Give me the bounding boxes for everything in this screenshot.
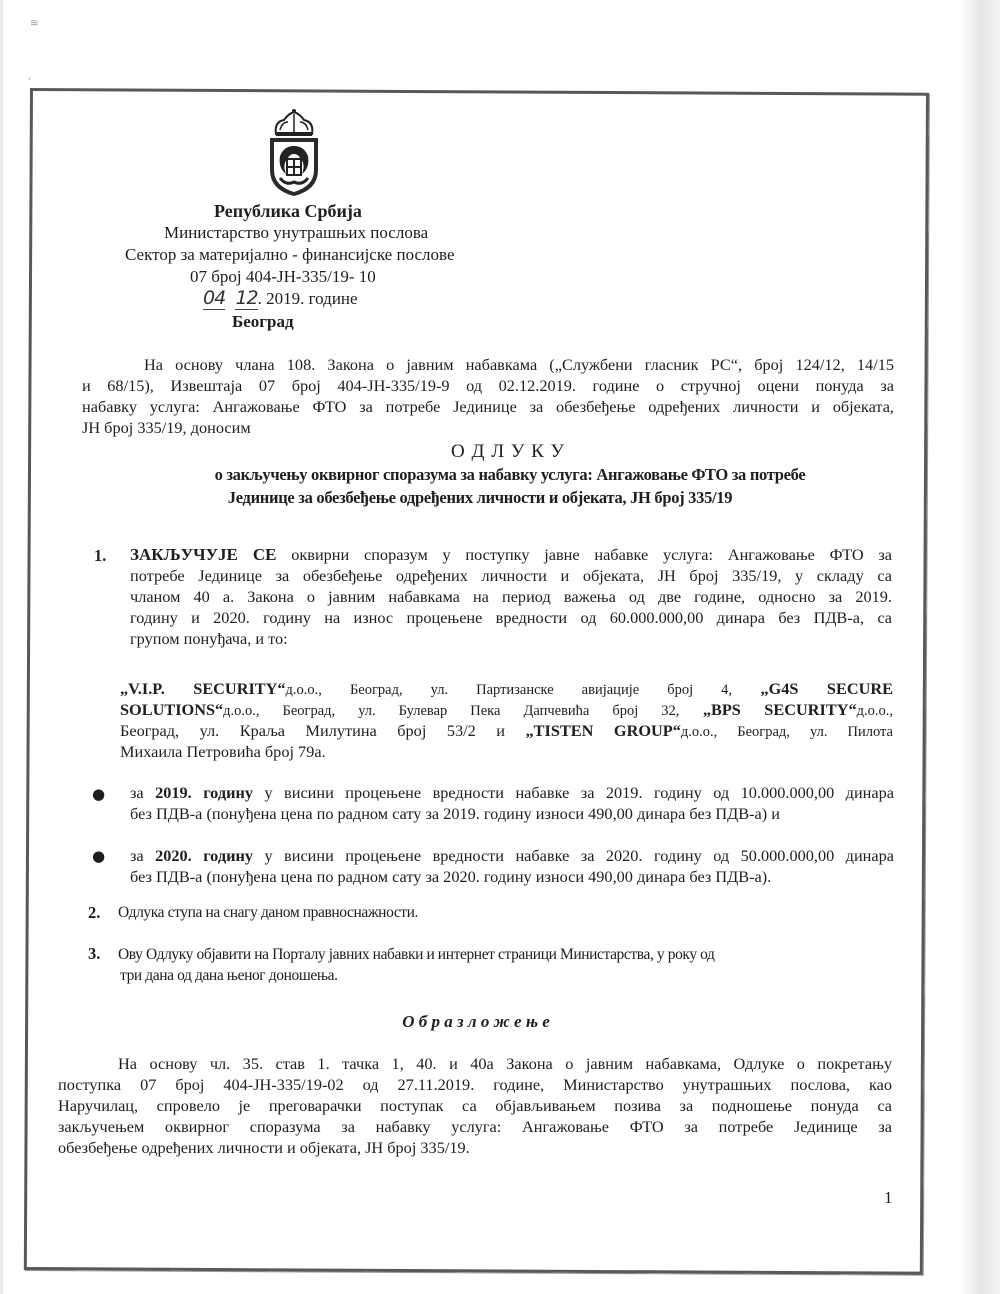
decision-subtitle-line1: о закључењу оквирног споразума за набавку услуга: Ангажовање ФТО за потребе <box>214 465 806 484</box>
serbian-coat-of-arms-icon <box>262 108 326 198</box>
item-1-number: 1. <box>94 546 107 565</box>
bidder-bps: „BPS SECURITY“ <box>702 700 857 719</box>
handwritten-month: 12 <box>235 287 258 309</box>
year-2020-pre: за <box>130 846 156 865</box>
bidders-line <box>120 699 893 720</box>
item-1-line-text: оквирни споразум у поступку јавне набавке услуга: Ангажовање ФТО за <box>276 545 892 564</box>
bullet-icon: ● <box>92 785 106 803</box>
intro-line: На основу члана 108. Закона о јавним набавкама („Службени гласник РС“, број 124/12, 14/15 <box>144 355 894 374</box>
year-2019-bold: 2019. годину <box>155 783 253 802</box>
scan-speck: ≋ <box>30 18 39 29</box>
item-1-line: годину и 2020. годину на износ процењене вредности од 60.000.000,00 динара без ПДВ-а, са <box>130 608 892 627</box>
year-2019-pre: за <box>130 783 156 802</box>
header-date <box>203 287 358 309</box>
header-document-number <box>190 267 376 287</box>
reasoning-paragraph <box>58 1053 892 1158</box>
bidder-bps-address: Београд, ул. Краља Милутина број 53/2 и <box>120 721 506 740</box>
handwritten-day: 04 <box>203 287 226 309</box>
bidder-vip-address: д.о.о., Београд, ул. Партизанске авијације број 4, <box>285 682 732 698</box>
bidder-g4s-address: д.о.о., Београд, ул. Булевар Пека Дапчевића број 32, <box>223 703 680 719</box>
bidder-vip: „V.I.P. SECURITY“ <box>120 679 286 698</box>
header-ministry: Министарство унутрашњих послова <box>164 223 429 242</box>
bidders-line <box>120 720 893 741</box>
bidder-g4s-part1: „G4S SECURE <box>760 679 893 698</box>
item-1-line: потребе Јединице за обезбеђење одређених личности и објеката, ЈН број 335/19, у складу са <box>130 566 892 585</box>
intro-line: и 68/15), Извештаја 07 број 404-ЈН-335/19-9 од 02.12.2019. године о стручној оцени понуда за <box>82 376 894 395</box>
document-number-prefix: 07 број <box>190 267 242 286</box>
year-2020-text: у висини процењене вредности набавке за 2020. годину од 50.000.000,00 динара <box>253 846 894 865</box>
scan-speck: ‹ <box>28 74 32 83</box>
year-2020-line: без ПДВ-а (понуђена цена по радном сату за 2020. годину износи 490,00 динара без ПДВ-а). <box>130 867 772 886</box>
year-2019-line: без ПДВ-а (понуђена цена по радном сату за 2019. годину износи 490,00 динара без ПДВ-а) и <box>130 804 780 823</box>
header-city: Београд <box>232 312 294 331</box>
date-year: . 2019. године <box>257 289 358 308</box>
reasoning-title: О б р а з л о ж е њ е <box>402 1012 550 1031</box>
bidders-line: Михаила Петровића број 79а. <box>120 742 326 761</box>
item-2-text: Одлука ступа на снагу даном правноснажности. <box>118 904 419 921</box>
bullet-icon: ● <box>92 847 106 865</box>
item-1-paragraph <box>130 544 892 649</box>
year-2019-line <box>130 782 894 803</box>
item-3-line1: Ову Одлуку објавити на Порталу јавних набавки и интернет страници Министарства, у року од <box>118 946 715 963</box>
header-country: Република Србија <box>214 201 362 221</box>
bidders-line <box>120 678 893 699</box>
intro-line: ЈН број 335/19, доносим <box>82 418 251 437</box>
year-2020-bold: 2020. годину <box>155 846 253 865</box>
year-2020-paragraph <box>130 845 894 887</box>
item-1-lead: ЗАКЉУЧУЈЕ СЕ <box>130 545 277 564</box>
bidder-bps-suffix: д.о.о., <box>856 703 893 719</box>
reasoning-line: поступка 07 број 404-ЈН-335/19-02 од 27.11.2019. године, Министарство унутрашњих послова, као <box>58 1075 892 1094</box>
intro-paragraph <box>82 354 894 438</box>
intro-line: набавку услуга: Ангажовање ФТО за потребе Јединице за обезбеђење одређених личности и објеката, <box>82 397 894 416</box>
item-1-line: чланом 40 а. Закона о јавним набавкама на период важења од две године, односно за 2019. <box>130 587 892 606</box>
year-2019-text: у висини процењене вредности набавке за 2019. годину од 10.000.000,00 динара <box>253 783 894 802</box>
item-3-number: 3. <box>88 944 101 963</box>
bidder-g4s-part2: SOLUTIONS“ <box>120 700 224 719</box>
item-1-line <box>130 544 892 565</box>
reasoning-line: закључењем оквирног споразума за набавку услуга: Ангажовање ФТО за потребе Јединице за <box>58 1117 892 1136</box>
bidder-tisten: „TISTEN GROUP“ <box>525 721 681 740</box>
reasoning-line: Наручилац, спровело је преговарачки поступак са објављивањем позива за подношење понуда са <box>58 1096 892 1115</box>
item-3-line2: три дана од дана њеног доношења. <box>120 967 338 984</box>
decision-subtitle-line2: Јединице за обезбеђење одређених личности и објеката, ЈН број 335/19 <box>227 488 733 507</box>
item-1-line: групом понуђача, и то: <box>130 629 288 648</box>
document-number-value: 404-ЈН-335/19- 10 <box>245 267 376 286</box>
decision-title: О Д Л У К У <box>451 441 565 462</box>
year-2020-line <box>130 845 894 866</box>
bidder-tisten-address: д.о.о., Београд, ул. Пилота <box>680 724 893 740</box>
year-2019-paragraph <box>130 782 894 824</box>
header-sector: Сектор за материјално - финансијске послове <box>125 245 455 264</box>
page-number: 1 <box>884 1188 893 1207</box>
item-2-number: 2. <box>88 903 101 922</box>
reasoning-line: На основу чл. 35. став 1. тачка 1, 40. и 40а Закона о јавним набавкама, Одлуке о покретању <box>118 1054 892 1073</box>
bidders-paragraph <box>120 678 893 762</box>
reasoning-line: обезбеђење одређених личности и објеката, ЈН број 335/19. <box>58 1138 470 1157</box>
